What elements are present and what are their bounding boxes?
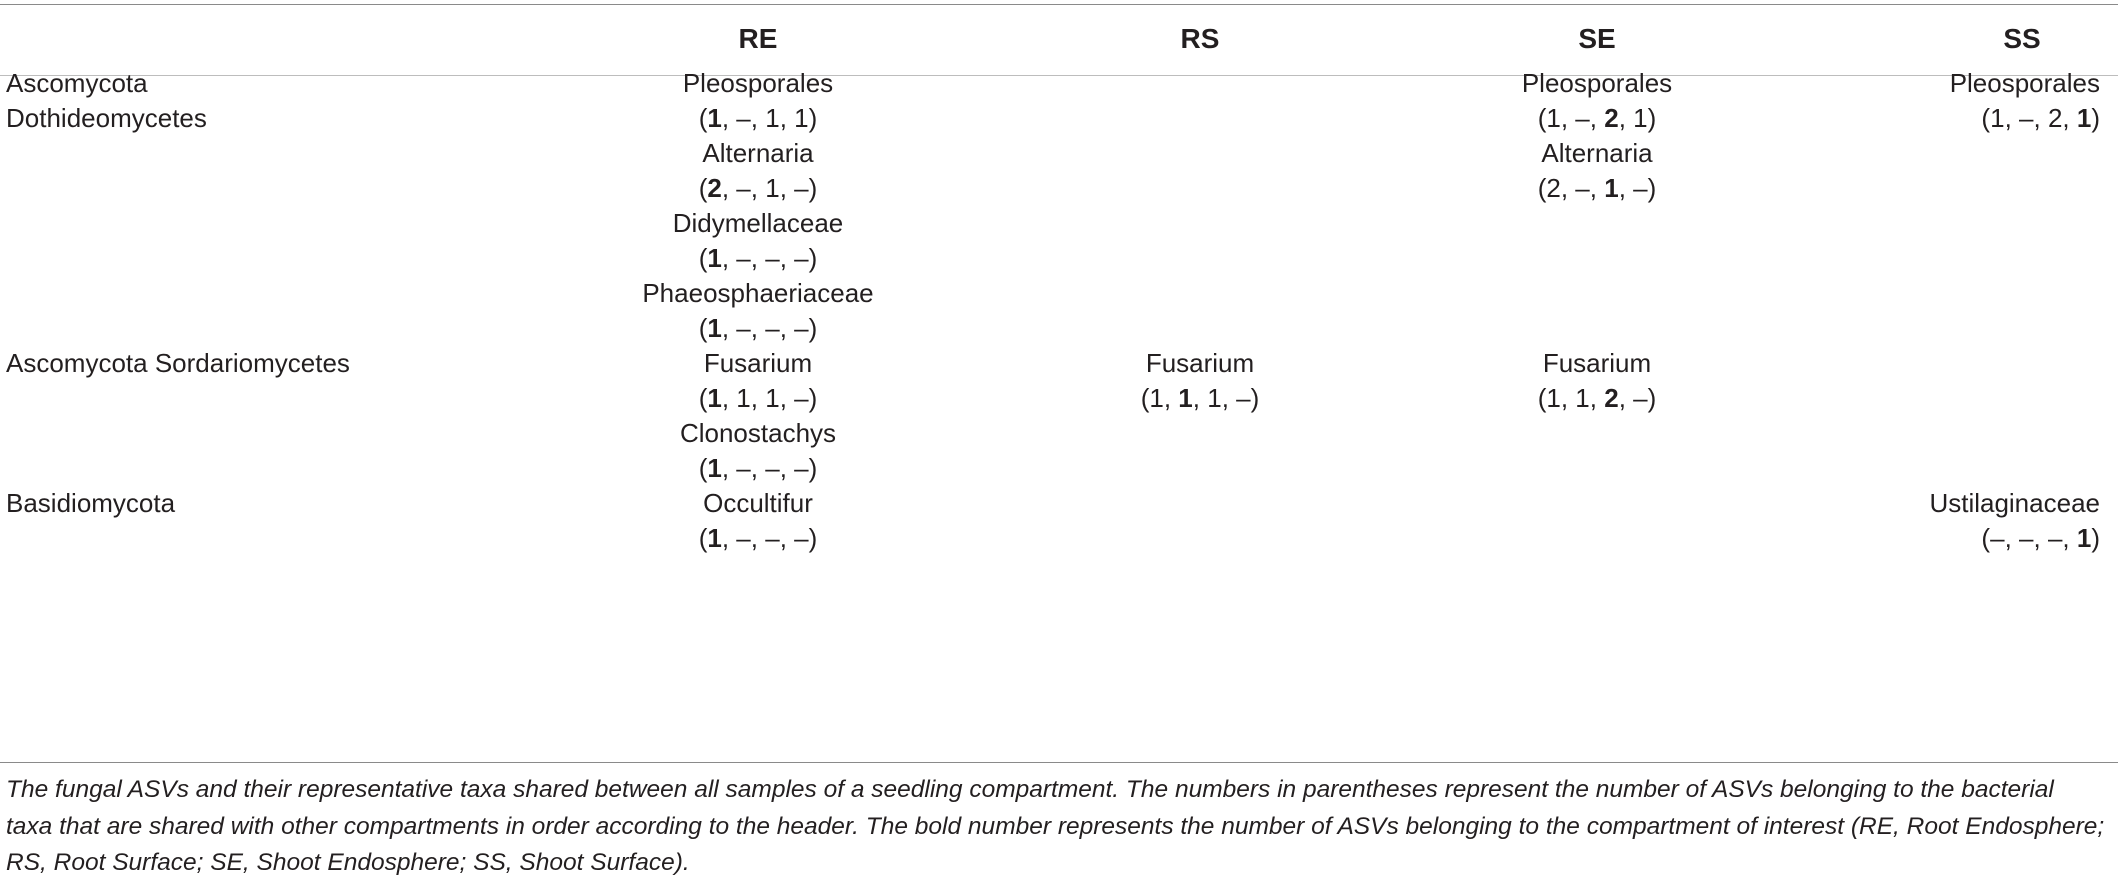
- shared-count: 1: [1633, 103, 1648, 133]
- re-taxon-occultifur: Occultifur: [703, 488, 813, 518]
- shared-count: –: [794, 523, 809, 553]
- se-taxon-pleosporales: Pleosporales: [1521, 68, 1673, 98]
- re-counts-fusarium: (1, 1, 1, –): [698, 383, 818, 413]
- table-bottom-rule: [0, 762, 2118, 763]
- shared-count: –: [1236, 383, 1251, 413]
- re-taxon-pleosporales: Pleosporales: [682, 68, 834, 98]
- own-compartment-count: 2: [707, 173, 722, 203]
- shared-count: 1: [765, 173, 780, 203]
- re-taxon-fusarium: Fusarium: [703, 348, 813, 378]
- shared-count: –: [736, 173, 751, 203]
- ss-counts-ustilaginaceae: (–, –, –, 1): [1981, 523, 2100, 553]
- own-compartment-count: 1: [707, 453, 722, 483]
- own-compartment-count: 2: [1604, 103, 1619, 133]
- header-re: RE: [738, 23, 778, 54]
- re-counts-alternaria: (2, –, 1, –): [698, 173, 818, 203]
- se-counts-pleosporales: (1, –, 2, 1): [1537, 103, 1657, 133]
- shared-count: –: [794, 313, 809, 343]
- shared-count: –: [1575, 103, 1590, 133]
- shared-count: –: [794, 243, 809, 273]
- shared-count: –: [1575, 173, 1590, 203]
- shared-count: –: [765, 453, 780, 483]
- shared-count: –: [736, 453, 751, 483]
- own-compartment-count: 1: [1604, 173, 1619, 203]
- re-counts-clonostachys: (1, –, –, –): [698, 453, 818, 483]
- re-counts-occultifur: (1, –, –, –): [698, 523, 818, 553]
- shared-count: 1: [736, 383, 751, 413]
- shared-count: –: [736, 523, 751, 553]
- own-compartment-count: 1: [707, 243, 722, 273]
- row-label-sordariomycetes: Ascomycota Sordariomycetes: [6, 348, 350, 378]
- rs-taxon-fusarium: Fusarium: [1145, 348, 1255, 378]
- shared-count: 1: [1990, 103, 2005, 133]
- shared-count: 1: [765, 103, 780, 133]
- shared-count: 1: [1546, 103, 1561, 133]
- own-compartment-count: 2: [1604, 383, 1619, 413]
- shared-count: 2: [2047, 103, 2063, 133]
- shared-count: –: [794, 173, 809, 203]
- shared-count: –: [736, 103, 751, 133]
- shared-count: 1: [765, 383, 780, 413]
- shared-count: –: [2047, 523, 2063, 553]
- se-taxon-alternaria: Alternaria: [1541, 138, 1653, 168]
- shared-count: –: [2019, 103, 2034, 133]
- header-se: SE: [1578, 23, 1616, 54]
- shared-count: 1: [1546, 383, 1561, 413]
- table-caption: The fungal ASVs and their representative taxa shared between all samples of a seedling compartment. The numbers in parentheses represent the number of ASVs belonging to the bacterial taxa that are shared with other compartments in order according to the header. The bold number represents the number of ASVs belonging to the compartment of interest (RE, Root Endosphere; RS, Root Surface; SE, Shoot Endosphere; SS, Shoot Surface).: [6, 776, 2105, 876]
- shared-count: –: [765, 523, 780, 553]
- re-counts-pleosporales: (1, –, 1, 1): [698, 103, 818, 133]
- shared-count: 2: [1546, 173, 1561, 203]
- re-counts-didymellaceae: (1, –, –, –): [698, 243, 818, 273]
- ss-taxon-pleosporales: Pleosporales: [1949, 68, 2100, 98]
- shared-count: 1: [1207, 383, 1222, 413]
- re-taxon-phaeosphaeriaceae: Phaeosphaeriaceae: [642, 278, 874, 308]
- shared-count: –: [736, 313, 751, 343]
- re-taxon-alternaria: Alternaria: [702, 138, 814, 168]
- table-top-rule: [0, 4, 2118, 5]
- se-counts-fusarium: (1, 1, 2, –): [1537, 383, 1657, 413]
- ss-taxon-ustilaginaceae: Ustilaginaceae: [1929, 488, 2100, 518]
- shared-count: 1: [794, 103, 809, 133]
- own-compartment-count: 1: [2076, 103, 2092, 133]
- row-label-dothideomycetes: Dothideomycetes: [6, 103, 207, 133]
- own-compartment-count: 1: [707, 523, 722, 553]
- ss-counts-pleosporales: (1, –, 2, 1): [1981, 103, 2100, 133]
- shared-count: –: [765, 313, 780, 343]
- shared-count: –: [794, 383, 809, 413]
- shared-count: –: [736, 243, 751, 273]
- shared-count: –: [1633, 383, 1648, 413]
- re-counts-phaeosphaeriaceae: (1, –, –, –): [698, 313, 818, 343]
- shared-count: –: [1633, 173, 1648, 203]
- row-label-ascomycota: Ascomycota: [6, 68, 148, 98]
- shared-count: –: [765, 243, 780, 273]
- se-counts-alternaria: (2, –, 1, –): [1537, 173, 1657, 203]
- shared-count: –: [794, 453, 809, 483]
- re-taxon-didymellaceae: Didymellaceae: [672, 208, 844, 238]
- shared-count: –: [2019, 523, 2034, 553]
- own-compartment-count: 1: [707, 313, 722, 343]
- se-taxon-fusarium: Fusarium: [1542, 348, 1652, 378]
- shared-count: 1: [1149, 383, 1164, 413]
- own-compartment-count: 1: [1178, 383, 1193, 413]
- header-rs: RS: [1180, 23, 1220, 54]
- own-compartment-count: 1: [2076, 523, 2092, 553]
- rs-counts-fusarium: (1, 1, 1, –): [1140, 383, 1260, 413]
- header-ss: SS: [2003, 23, 2041, 54]
- row-label-basidiomycota: Basidiomycota: [6, 488, 176, 518]
- shared-count: –: [1990, 523, 2005, 553]
- own-compartment-count: 1: [707, 103, 722, 133]
- re-taxon-clonostachys: Clonostachys: [679, 418, 837, 448]
- own-compartment-count: 1: [707, 383, 722, 413]
- shared-count: 1: [1575, 383, 1590, 413]
